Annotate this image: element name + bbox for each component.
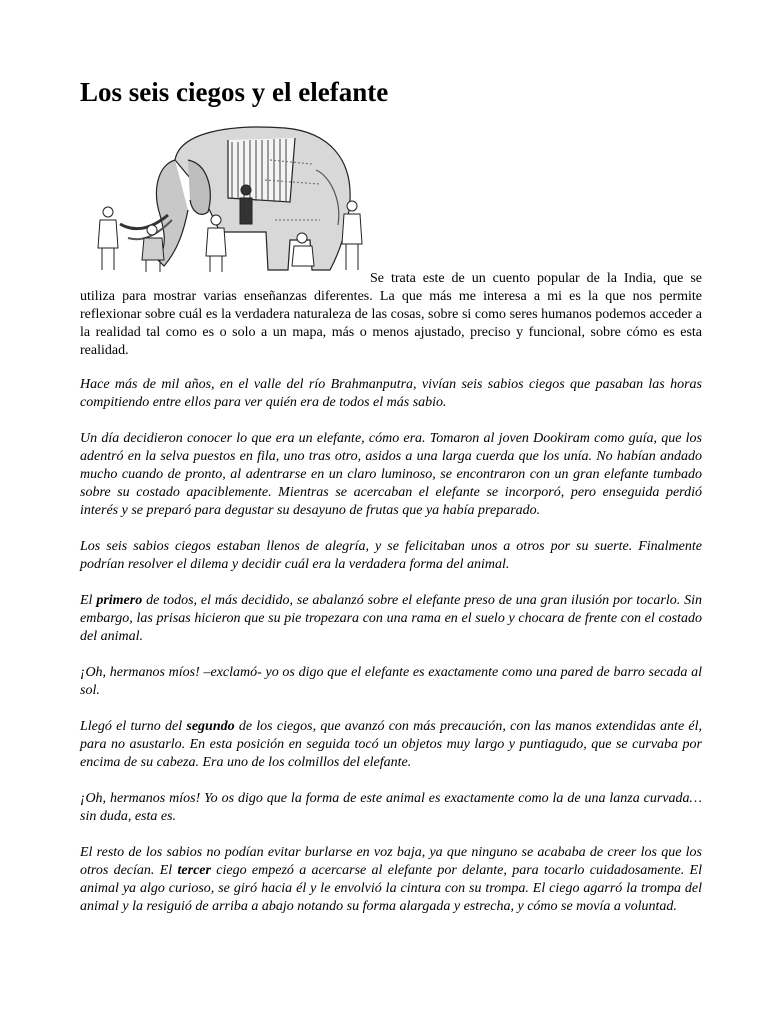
intro-paragraph (80, 270, 702, 360)
paragraph-4 (80, 592, 702, 646)
paragraph-7: ¡Oh, hermanos míos! Yo os digo que la forma de este animal es exactamente como la de una lanza curvada… sin duda, esta es. (80, 791, 702, 824)
paragraph-6 (80, 718, 702, 772)
paragraph-8-pre: El resto de los sabios no podían evitar burlarse en voz baja, ya que ninguno se acababa de creer los que los otros decían. El (80, 845, 702, 878)
page-title: Los seis ciegos y el elefante (80, 77, 389, 107)
paragraph-4-pre: El (80, 593, 97, 608)
paragraph-4-post: de todos, el más decidido, se abalanzó sobre el elefante preso de una gran ilusión por tocarlo. Sin embargo, las prisas hicieron que su pie tropezara con una rama en el suelo y chocara de frente con el costado del animal. (80, 593, 702, 644)
keyword-primero: primero (96, 593, 143, 608)
elephant-illustration (80, 120, 368, 280)
story-body (80, 376, 702, 934)
paragraph-8 (80, 844, 702, 916)
keyword-segundo: segundo (186, 719, 235, 734)
intro-text: Se trata este de un cuento popular de la India, que se utiliza para mostrar varias enseñanzas diferentes. La que más me interesa a mi es la que nos permite reflexionar sobre cuál es la verdadera naturaleza de las cosas, sobre si como seres humanos podemos acceder a la realidad tal como es o solo a un mapa, más o menos ajustado, preciso y funcional, sobre cómo es esta realidad. (80, 271, 702, 358)
keyword-tercer: tercer (177, 863, 211, 878)
paragraph-3: Los seis sabios ciegos estaban llenos de alegría, y se felicitaban unos a otros por su suerte. Finalmente podrían resolver el dilema y decidir cuál era la verdadera forma del animal. (80, 539, 702, 572)
paragraph-1: Hace más de mil años, en el valle del río Brahmanputra, vivían seis sabios ciegos que pasaban las horas compitiendo entre ellos para ver quién era de todos el más sabio. (80, 377, 702, 410)
paragraph-6-pre: Llegó el turno del (80, 719, 187, 734)
paragraph-5: ¡Oh, hermanos míos! –exclamó- yo os digo que el elefante es exactamente como una pared de barro secada al sol. (80, 665, 702, 698)
paragraph-2: Un día decidieron conocer lo que era un elefante, cómo era. Tomaron al joven Dookiram como guía, que los adentró en la selva puestos en fila, uno tras otro, asidos a una larga cuerda que los unía. No habían andado mucho cuando de pronto, al adentrarse en un claro luminoso, se encontraron con un gran elefante tumbado sobre su costado apaciblemente. Mientras se acercaban el elefante se incorporó, pero enseguida perdió interés y se preparó para degustar su desayuno de frutas que ya había preparado. (80, 431, 702, 518)
paragraph-8-post: ciego empezó a acercarse al elefante por delante, para tocarlo cuidadosamente. El animal ya algo curioso, se giró hacia él y le envolvió la cintura con su trompa. El ciego agarró la trompa del animal y la resiguió de arriba a abajo notando su forma alargada y estrecha, y cómo se movía a voluntad. (80, 863, 703, 914)
paragraph-6-post: de los ciegos, que avanzó con más precaución, con las manos extendidas ante él, para no asustarlo. En esta posición en seguida tocó un objetos muy largo y puntiagudo, que se curvaba por encima de su cabeza. Era uno de los colmillos del elefante. (80, 719, 702, 770)
